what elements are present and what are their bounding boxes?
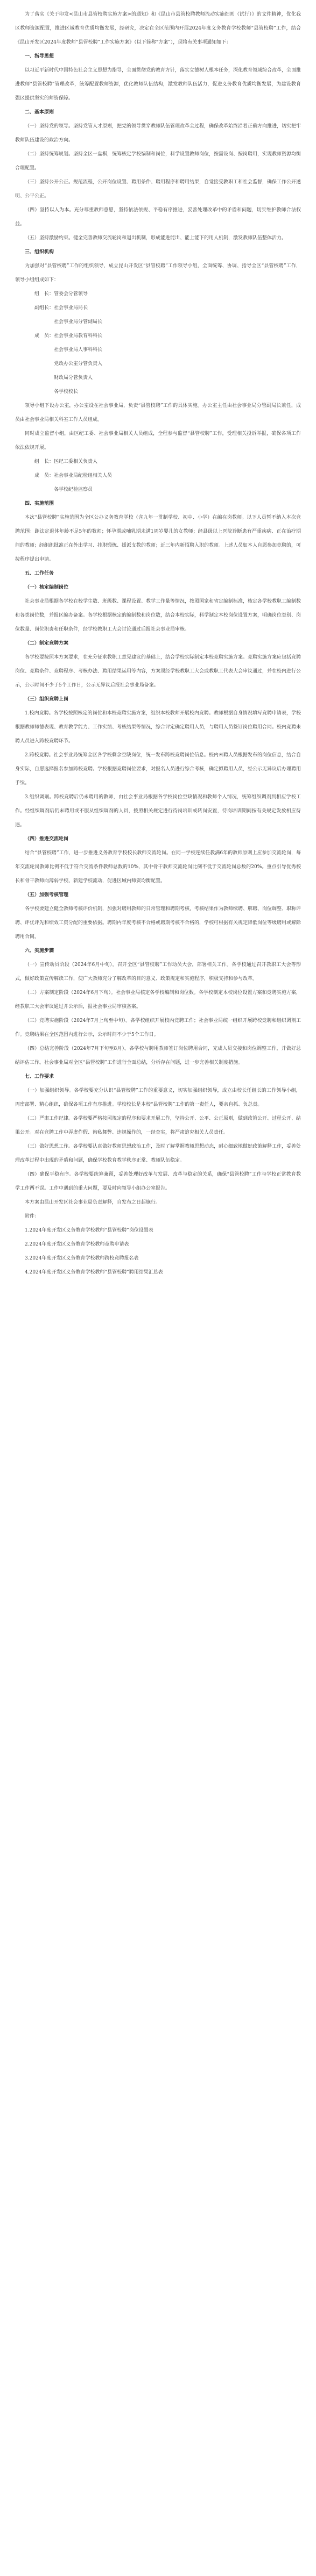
- body-paragraph: 各学校要建立健全教师考核评价机制，加强对聘用教师的日常管理和聘期考核，考核结果作为教师续聘、解聘、岗位调整、职称评聘、评优评先和绩效工资分配的重要依据。聘期内年度考核不合格或聘期考核不合格的，学校可根据有关规定降低岗位等级聘用或解除聘用合同。: [15, 906, 301, 940]
- body-paragraph: （三）竞聘实施阶段（2024年7月上旬至中旬）。各学校组织开展校内竞聘工作；社会事业局统一组织开展跨校竞聘和组织调剂工作。竞聘结果在全区范围内进行公示，公示时间不少于5个工作日。: [15, 1018, 301, 1037]
- member-line: 党政办公室分管负责人: [34, 361, 103, 367]
- body-paragraph: 附件：: [25, 1214, 40, 1219]
- section-heading: 三、组织机构: [25, 249, 54, 255]
- body-paragraph: （一）坚持党的领导。坚持党管人才原则，把党的领导贯穿教师队伍管理改革全过程，确保改革始终沿着正确方向推进，切实把牢教师队伍建设的政治方向。: [15, 124, 301, 143]
- body-paragraph: （五）坚持激励约束。健全完善教师交流轮岗和退出机制，形成能进能出、能上能下的用人机制，激发教师队伍整体活力。: [25, 235, 287, 241]
- body-paragraph: （二）严肃工作纪律。各学校要严格按照规定的程序和要求开展工作，坚持公开、公平、公正原则，做到政策公开、过程公开、结果公开。对在竞聘工作中弄虚作假、徇私舞弊、违规操作的，一经查实，将严肃追究相关人员责任。: [15, 1116, 301, 1135]
- body-paragraph: （三）坚持公开公正。规范流程，公开岗位设置、聘用条件、聘用程序和聘用结果，自觉接受教职工和社会监督，确保工作公开透明、公平公正。: [15, 180, 301, 199]
- section-heading: 一、指导思想: [25, 54, 54, 59]
- section-heading: 四、实施范围: [25, 501, 54, 506]
- member-line: 财政局分管负责人: [34, 375, 93, 381]
- body-paragraph: （二）方案制定阶段（2024年6月下旬）。社会事业局核定各学校编制和岗位数。各学校制定本校岗位设置方案和竞聘实施方案，经教职工大会审议通过并公示后，报社会事业局审核备案。: [15, 990, 301, 1010]
- subsection-heading: （一）核定编制岗位: [25, 585, 69, 590]
- subsection-heading: （二）制定竞聘方案: [25, 641, 69, 646]
- member-line: 各学校纪检监察员: [34, 487, 93, 492]
- subsection-heading: （五）加强考核管理: [25, 892, 69, 898]
- attachment-item: 1.2024年度开发区义务教育学校教师“县管校聘”岗位设置表: [25, 1228, 153, 1233]
- body-paragraph: 本次“县管校聘”实施范围为全区公办义务教育学校（含九年一贯制学校、初中、小学）在编在岗教师。以下人员暂不纳入本次竞聘范围：距法定退休年龄不足5年的教师；怀孕期或哺乳期未满1周岁婴儿的女教师；经县级以上医院诊断患有严重疾病、正在治疗期间的教师；经组织批准正在外出学习、挂职锻炼、援派支教的教师；近三年内新招聘入职的教师。上述人员如本人自愿参加竞聘的，可按程序提出申请。: [15, 515, 301, 562]
- body-paragraph: 领导小组下设办公室，办公室设在社会事业局，负责“县管校聘”工作的具体实施。办公室主任由社会事业局分管副局长兼任，成员由社会事业局相关科室工作人员组成。: [15, 403, 301, 423]
- body-paragraph: （四）总结完善阶段（2024年7月下旬至8月）。各学校与聘用教师签订岗位聘用合同，完成人员交接和岗位调整工作，并做好总结评估工作。社会事业局对全区“县管校聘”工作进行全面总结，分析存在问题，进一步完善相关制度措施。: [15, 1046, 301, 1065]
- body-paragraph: 为加强对“县管校聘”工作的组织领导，成立昆山开发区“县管校聘”工作领导小组，全面统筹、协调、指导全区“县管校聘”工作，领导小组组成如下：: [15, 263, 301, 283]
- member-line: 成 员：社会事业局教育科科长: [34, 333, 103, 339]
- attachment-item: 4.2024年度开发区义务教育学校教师“县管校聘”聘用结果汇总表: [25, 1270, 163, 1275]
- body-paragraph: 同时成立监督小组，由区纪工委、社会事业局相关人员组成，全程参与监督“县管校聘”工作，受理相关投诉举报，确保各项工作依法依规开展。: [15, 431, 301, 450]
- section-heading: 六、实施步骤: [25, 948, 54, 954]
- member-line: 成 员：社会事业局纪检组相关人员: [34, 473, 113, 478]
- section-heading: 七、工作要求: [25, 1074, 54, 1079]
- body-paragraph: （四）确保平稳有序。各学校要统筹兼顾，妥善处理好改革与发展、改革与稳定的关系，确保“县管校聘”工作与学校正常教育教学工作两不误。工作中遇到的重大问题，要及时向领导小组办公室报告。: [15, 1172, 301, 1191]
- attachment-item: 3.2024年度开发区义务教育学校教师跨校竞聘报名表: [25, 1256, 139, 1261]
- body-paragraph: （二）坚持统筹规划。坚持全区一盘棋，统筹核定学校编制和岗位，科学设置教师岗位，按需设岗、按岗聘用，实现教师资源均衡合理配置。: [15, 152, 301, 171]
- body-paragraph: 本方案由昆山开发区社会事业局负责解释，自发布之日起施行。: [25, 1200, 161, 1205]
- section-heading: 五、工作任务: [25, 571, 54, 576]
- body-paragraph: 为了落实《关于印发<昆山市县管校聘实施方案>的通知》和《昆山市县管校聘教师流动实施细则（试行）》的文件精神，优化我区教师资源配置，推进区域教育优质均衡发展，经研究，决定在全区范围内开展2024年度义务教育学校教师“县管校聘”工作，结合《昆山开发区2024年度教师“县管校聘”工作实施方案》（以下简称“方案”），现将有关事项通知如下：: [15, 12, 301, 45]
- body-paragraph: （三）做好思想工作。各学校要认真做好教师思想政治工作，及时了解掌握教师思想动态，耐心细致地做好政策解释工作，妥善处理改革过程中出现的矛盾和问题，确保学校教育教学秩序正常、教师队伍稳定。: [15, 1144, 301, 1163]
- member-line: 社会事业局分管副局长: [34, 319, 103, 325]
- body-paragraph: 1.校内竞聘。各学校按照核定的岗位和本校竞聘实施方案，组织本校教师开展校内竞聘。教师根据自身情况填写竞聘申请表，学校根据教师师德表现、教育教学能力、工作实绩、考核结果等情况，综合评定确定聘用人员，与聘用人员签订岗位聘用合同。校内竞聘未聘人员进入跨校竞聘环节。: [15, 711, 301, 744]
- attachment-item: 2.2024年度开发区义务教育学校教师竞聘申请表: [25, 1242, 129, 1247]
- body-paragraph: 3.组织调剂。跨校竞聘后仍未聘用的教师，由社会事业局根据各学校岗位空缺情况和教师个人情况，统筹组织调剂到相应学校工作。经组织调剂后仍未聘用或不服从组织调剂的人员，按照相关规定进行待岗培训或转岗安置，待岗培训期间按有关规定发放相应待遇。: [15, 795, 301, 828]
- section-heading: 二、基本原则: [25, 110, 54, 115]
- body-paragraph: 2.跨校竞聘。社会事业局统筹全区各学校剩余空缺岗位，统一发布跨校竞聘岗位信息。校内未聘人员根据发布的岗位信息，结合自身实际，自愿选择报名参加跨校竞聘。学校根据竞聘岗位要求，对报名人员进行综合考核，确定拟聘用人员，经公示无异议后办理聘用手续。: [15, 753, 301, 786]
- subsection-heading: （四）推进交流轮岗: [25, 836, 69, 842]
- body-paragraph: 各学校要按照本方案要求，在充分征求教职工意见建议的基础上，结合学校实际制定本校竞聘实施方案。竞聘实施方案应包括竞聘岗位、竞聘条件、竞聘程序、考核办法、聘用结果运用等内容，方案须经学校教职工大会或教职工代表大会审议通过，并在校内进行公示，公示时间不少于5个工作日，公示无异议后报社会事业局备案。: [15, 655, 301, 688]
- member-line: 组 长：区纪工委相关负责人: [34, 459, 98, 464]
- body-paragraph: （四）坚持以人为本。充分尊重教师意愿，坚持依法依规、平稳有序推进，妥善处理改革中的矛盾和问题，切实维护教师合法权益。: [15, 207, 301, 227]
- body-paragraph: （一）加强组织领导。各学校要充分认识“县管校聘”工作的重要意义，切实加强组织领导，成立由校长任组长的工作领导小组，周密部署、精心组织，确保各项工作有序推进。学校校长是本校“县管校聘”工作的第一责任人，要亲自抓、负总责。: [15, 1088, 301, 1107]
- subsection-heading: （三）组织竞聘上岗: [25, 697, 69, 702]
- body-paragraph: 社会事业局根据各学校在校学生数、班级数、课程设置、教学工作量等情况，按照国家和省定编制标准，核定各学校教职工编制数和各类岗位数，并报区编办备案。各学校根据核定的编制数和岗位数，结合本校实际，科学制定本校岗位设置方案，明确岗位类别、岗位数量、岗位职责和任职条件，经学校教职工大会讨论通过后报社会事业局审核。: [15, 599, 301, 632]
- body-paragraph: 结合“县管校聘”工作，进一步推进义务教育学校校长教师交流轮岗。在同一学校连续任教满6年的教师原则上应参加交流轮岗，每年交流轮岗教师比例不低于符合交流条件教师总数的10%，其中骨干教师交流轮岗比例不低于交流轮岗总数的20%。重点引导优秀校长和骨干教师向薄弱学校、新建学校流动，促进区域内师资均衡配置。: [15, 850, 301, 884]
- member-line: 组 长：管委会分管领导: [34, 291, 88, 297]
- member-line: 社会事业局人事科科长: [34, 347, 103, 353]
- member-line: 各学校校长: [34, 389, 79, 395]
- body-paragraph: （一）宣传动员阶段（2024年6月中旬）。召开全区“县管校聘”工作动员大会，部署相关工作。各学校通过召开教职工大会等形式，做好政策宣传解读工作，使广大教师充分了解改革的目的意义、政策规定和实施程序，积极支持和参与改革。: [15, 962, 301, 982]
- member-line: 副组长：社会事业局局长: [34, 305, 88, 311]
- body-paragraph: 以习近平新时代中国特色社会主义思想为指导，全面贯彻党的教育方针，落实立德树人根本任务，深化教育领域综合改革，全面推进教师“县管校聘”管理改革，统筹配置教师资源，优化教师队伍结构，激发教师队伍活力，促进义务教育优质均衡发展，为建设教育强区提供坚实的师资保障。: [15, 68, 301, 101]
